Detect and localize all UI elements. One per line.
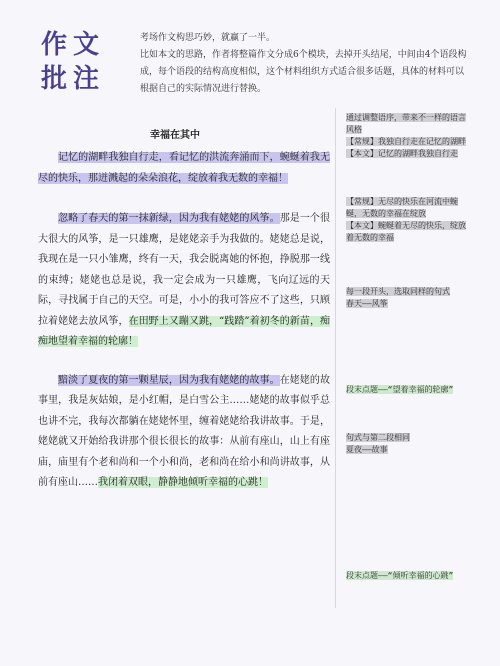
p2-body: 那是一个很大很大的风筝，是一只雄鹰，是姥姥亲手为我做的。姥姥总是说，我现在是一只小雏鹰，终有一天，我会脱离她的怀抱，挣脱那一线的束缚；姥姥也总是说，我一定会成为一只雄鹰，飞向辽远的天际，寻找属于自己的天空。可是，小小的我可答应不了这些，只顾拉着姥姥去放风筝， [38,213,331,327]
intro-paragraph-2: 比如本文的思路，作者将整篇作文分成6个模块，去掉开头结尾，中间由4个语段构成，每个语段的结构高度相似，这个材料组织方式适合很多话题，具体的材料可以根据自己的实际情况进行替换。 [140,50,467,94]
note-3-title: 每一段开头，选取同样的句式 [346,287,450,296]
p3-body: 在姥姥的故事里，我是灰姑娘，是小红帽，是白雪公主……姥姥的故事似乎总也讲不完，我每次都躺在姥姥怀里，缠着姥姥给我讲故事。于是，姥姥就又开始给我讲那个很长很长的故事：从前有座山，山上有座庙，庙里有个老和尚和一个小和尚，老和尚在给小和尚讲故事，从前有座山…… [38,374,331,488]
essay-paragraph-2 [38,209,330,353]
highlight-p3-start: 黯淡了夏夜的第一颗星辰，因为我有姥姥的故事。 [58,374,280,386]
essay-paragraph-3 [38,371,330,494]
note-4-text: 段末点题——“望着幸福的轮廓” [346,385,454,394]
note-5-title: 句式与第二段相同 [346,433,410,442]
logo [38,28,108,96]
highlight-p2-end: 在田野上又蹦又跳，“践踏”着初冬的新苗，痴痴地望着幸福的轮廓！ [38,315,331,347]
note-5-example: 夏夜——故事 [346,445,388,454]
note-2 [346,196,466,244]
logo-line-2: 批注 [40,64,105,94]
note-2-essay: 【本文】蜿蜒着无尽的快乐，绽放着无数的幸福 [346,221,466,242]
note-2-regular: 【常规】无尽的快乐在河流中蜿蜒，无数的幸福在绽放 [346,197,458,218]
note-3-example: 春天——风筝 [346,299,388,308]
note-4 [346,384,466,396]
essay-title: 幸福在其中 [150,130,200,141]
highlight-p2-start: 忽略了春天的第一抹新绿，因为我有姥姥的风筝。 [58,213,280,224]
note-1-regular: 【常规】我独自行走在记忆的湖畔 [346,137,466,146]
note-3 [346,286,466,310]
note-6 [346,570,466,582]
note-6-text: 段末点题——“倾听幸福的心跳” [346,571,454,580]
highlight-p1: 记忆的湖畔我独自行走，看记忆的洪流奔涌而下，蜿蜒着我无尽的快乐，那迸溅起的朵朵浪花，绽放着我无数的幸福！ [38,152,330,184]
intro [140,30,470,98]
intro-paragraph-1: 考场作文构思巧妙，就赢了一半。 [140,33,276,43]
essay-body [38,148,330,494]
column-divider [335,108,336,608]
note-1 [346,112,466,160]
highlight-p3-end: 我闭着双眼，静静地倾听幸福的心跳！ [98,477,268,488]
note-1-title: 通过调整语序，带来不一样的语言风格 [346,113,466,134]
note-5 [346,432,466,456]
essay-paragraph-1 [38,148,330,189]
logo-line-1: 作文 [40,30,105,60]
note-1-essay: 【本文】记忆的湖畔我独自行走 [346,149,458,158]
